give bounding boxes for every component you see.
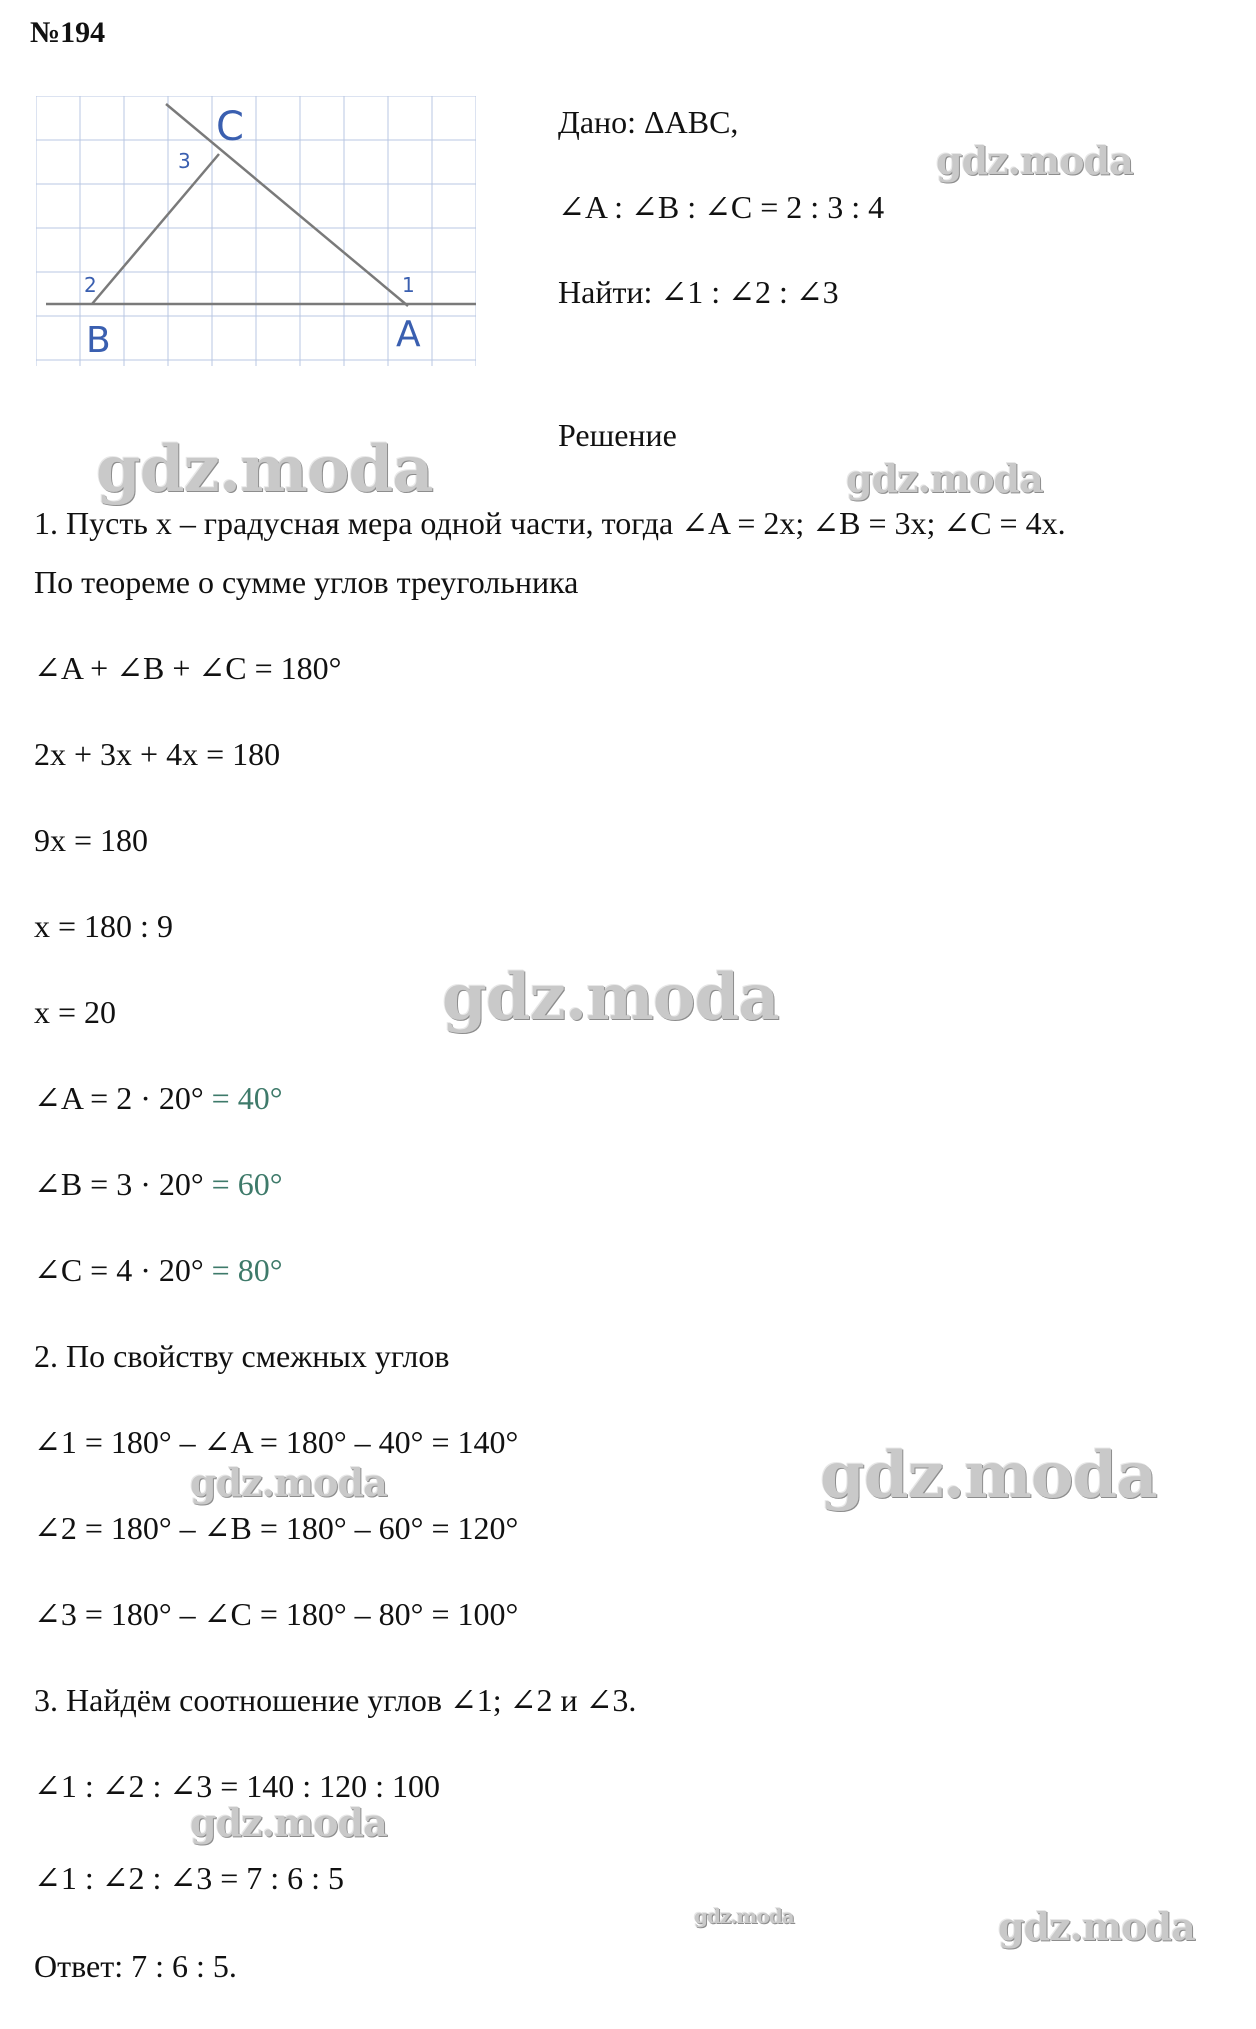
- given-ratio: ∠A : ∠B : ∠C = 2 : 3 : 4: [558, 189, 885, 225]
- equation-line: 2x + 3x + 4x = 180: [34, 736, 281, 772]
- equation-line: x = 180 : 9: [34, 908, 173, 944]
- equation-line: x = 20: [34, 994, 117, 1030]
- angle-c-result: = 80°: [211, 1252, 283, 1288]
- step1-intro: 1. Пусть x – градусная мера одной части, тогда ∠A = 2x; ∠B = 3x; ∠C = 4x.: [34, 505, 1066, 541]
- angle-b-result: = 60°: [211, 1166, 283, 1202]
- equation-line: 9x = 180: [34, 822, 149, 858]
- watermark: gdz.moda: [936, 138, 1133, 183]
- vertex-label-b: B: [86, 320, 111, 361]
- angle-label-2: 2: [84, 273, 97, 297]
- watermark: gdz.moda: [190, 1800, 387, 1845]
- watermark: gdz.moda: [442, 960, 779, 1035]
- step2-line: ∠3 = 180° – ∠C = 180° – 80° = 100°: [34, 1596, 519, 1632]
- watermark: gdz.moda: [96, 432, 433, 507]
- equation-line: ∠A + ∠B + ∠C = 180°: [34, 650, 342, 686]
- angle-b-calc: [34, 1168, 283, 1200]
- watermark: gdz.moda: [846, 456, 1043, 501]
- given-label: Дано: ΔABC,: [558, 104, 739, 140]
- angle-c-expr: ∠C = 4 · 20°: [34, 1252, 204, 1288]
- watermark: gdz.moda: [998, 1904, 1195, 1949]
- angle-label-3: 3: [178, 149, 191, 173]
- side-bc: [92, 154, 219, 304]
- triangle-diagram: [36, 96, 476, 366]
- problem-number: №194: [30, 16, 106, 49]
- step3-title: 3. Найдём соотношение углов ∠1; ∠2 и ∠3.: [34, 1682, 637, 1718]
- angle-a-calc: [34, 1082, 283, 1114]
- step2-line: ∠1 = 180° – ∠A = 180° – 40° = 140°: [34, 1424, 519, 1460]
- watermark: gdz.moda: [190, 1460, 387, 1505]
- watermark: gdz.moda: [820, 1438, 1157, 1513]
- step3-line: ∠1 : ∠2 : ∠3 = 7 : 6 : 5: [34, 1860, 345, 1896]
- angle-b-expr: ∠B = 3 · 20°: [34, 1166, 204, 1202]
- angle-c-calc: [34, 1254, 283, 1286]
- answer: Ответ: 7 : 6 : 5.: [34, 1948, 237, 1984]
- find-label: Найти: ∠1 : ∠2 : ∠3: [558, 274, 839, 310]
- side-ca-extended: [166, 104, 408, 306]
- step2-title: 2. По свойству смежных углов: [34, 1338, 450, 1374]
- angle-a-expr: ∠A = 2 · 20°: [34, 1080, 204, 1116]
- step3-line: ∠1 : ∠2 : ∠3 = 140 : 120 : 100: [34, 1768, 441, 1804]
- watermark: gdz.moda: [694, 1904, 794, 1928]
- angle-a-result: = 40°: [211, 1080, 283, 1116]
- step1-theorem: По теореме о сумме углов треугольника: [34, 564, 579, 600]
- vertex-label-c: C: [216, 104, 244, 150]
- solution-heading: Решение: [558, 417, 677, 453]
- vertex-label-a: A: [396, 314, 421, 355]
- angle-label-1: 1: [402, 273, 415, 297]
- step2-line: ∠2 = 180° – ∠B = 180° – 60° = 120°: [34, 1510, 519, 1546]
